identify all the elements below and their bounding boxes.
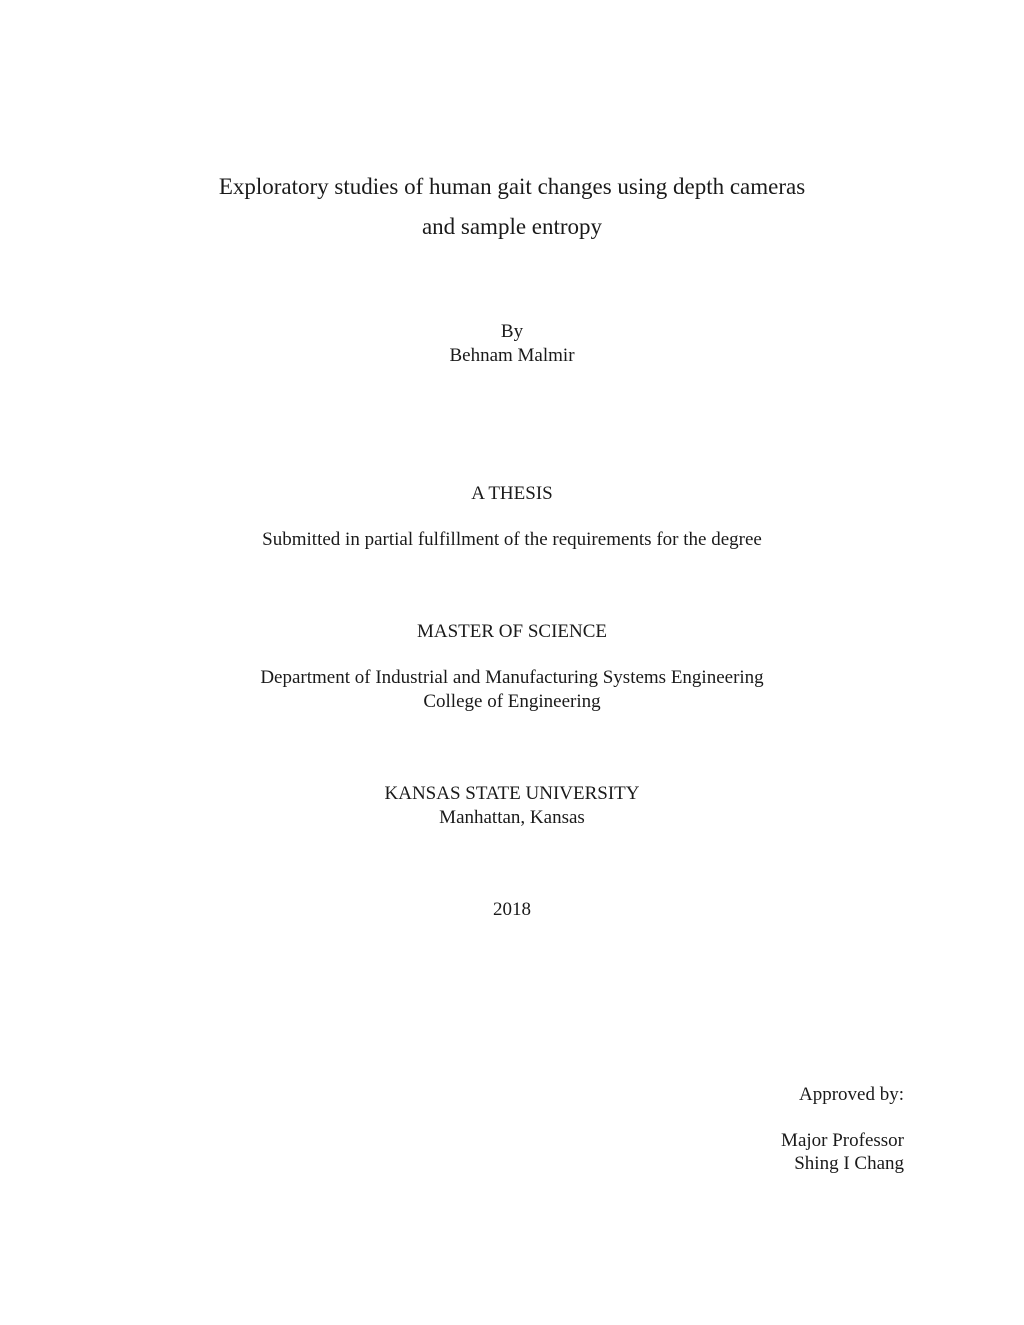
degree-name: MASTER OF SCIENCE	[416, 621, 608, 642]
document-type: A THESIS	[471, 483, 553, 504]
thesis-title-line-1: Exploratory studies of human gait changes using depth cameras	[218, 174, 806, 199]
author-name: Behnam Malmir	[449, 345, 575, 366]
thesis-title-line-2: and sample entropy	[421, 214, 603, 239]
approver-role: Major Professor	[781, 1130, 904, 1151]
approver-name: Shing I Chang	[794, 1153, 904, 1174]
approval-label: Approved by:	[798, 1084, 904, 1105]
by-label: By	[500, 321, 524, 342]
university-location: Manhattan, Kansas	[439, 807, 585, 828]
thesis-year: 2018	[493, 899, 531, 920]
university-name: KANSAS STATE UNIVERSITY	[384, 783, 640, 804]
college-name: College of Engineering	[423, 691, 601, 712]
submission-statement: Submitted in partial fulfillment of the requirements for the degree	[262, 529, 762, 550]
department-name: Department of Industrial and Manufacturing Systems Engineering	[260, 667, 764, 688]
